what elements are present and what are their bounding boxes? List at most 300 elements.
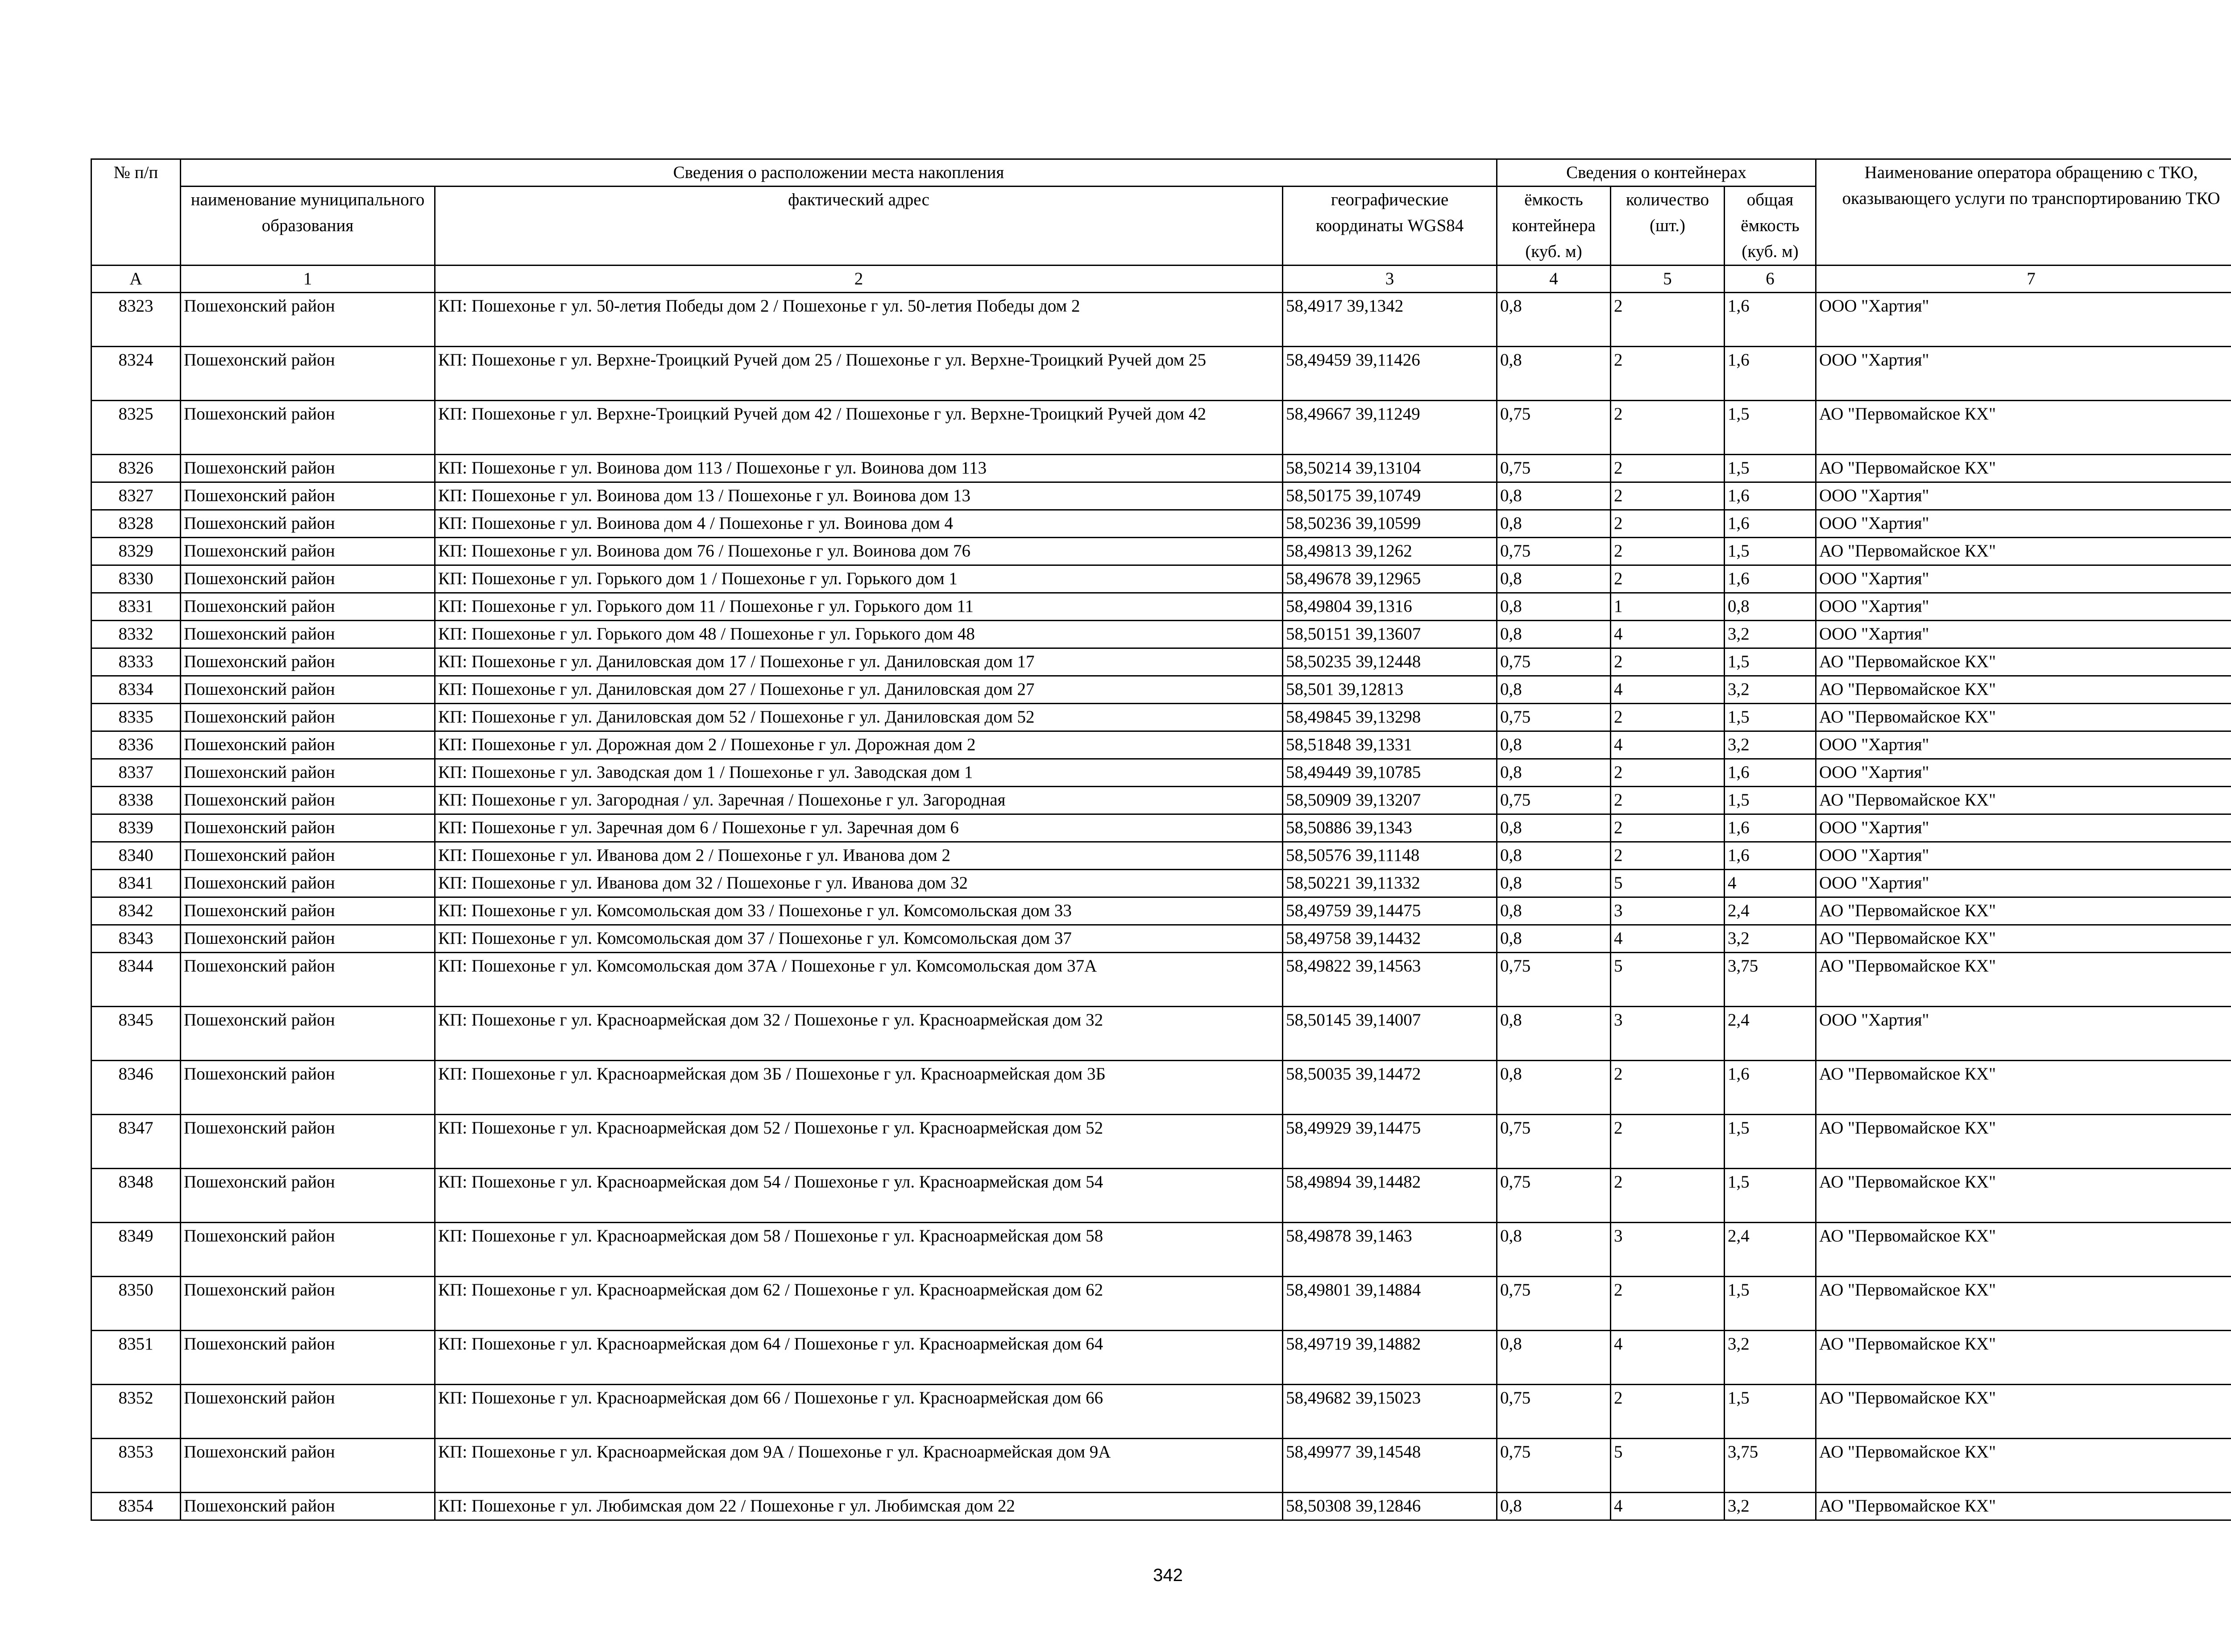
address-cell: КП: Пошехонье г ул. Верхне-Троицкий Ручей дом 42 / Пошехонье г ул. Верхне-Троицкий Ручей дом 42 <box>435 401 1283 455</box>
total-capacity-cell: 4 <box>1725 870 1816 897</box>
municipality-cell: Пошехонский район <box>181 759 435 787</box>
operator-cell: АО "Первомайское КХ" <box>1816 648 2231 676</box>
column-index-cell: 5 <box>1611 266 1725 293</box>
header-group-containers: Сведения о контейнерах <box>1497 159 1816 187</box>
capacity-cell: 0,8 <box>1497 1493 1611 1520</box>
header-col-operator: Наименование оператора обращению с ТКО, оказывающего услуги по транспортированию ТКО <box>1816 159 2231 266</box>
total-capacity-cell: 3,75 <box>1725 953 1816 1007</box>
header-col-municipality: наименование муниципального образования <box>181 187 435 266</box>
address-cell: КП: Пошехонье г ул. Даниловская дом 52 / Пошехонье г ул. Даниловская дом 52 <box>435 704 1283 731</box>
header-col-num: № п/п <box>91 159 181 266</box>
table-row <box>91 1385 2231 1439</box>
capacity-cell: 0,75 <box>1497 1169 1611 1223</box>
row-number-cell: 8325 <box>91 401 181 455</box>
operator-cell: АО "Первомайское КХ" <box>1816 1223 2231 1277</box>
row-number-cell: 8337 <box>91 759 181 787</box>
header-col-address: фактический адрес <box>435 187 1283 266</box>
municipality-cell: Пошехонский район <box>181 621 435 648</box>
municipality-cell: Пошехонский район <box>181 565 435 593</box>
table-row <box>91 897 2231 925</box>
address-cell: КП: Пошехонье г ул. Комсомольская дом 33 / Пошехонье г ул. Комсомольская дом 33 <box>435 897 1283 925</box>
header-col-total: общая ёмкость (куб. м) <box>1725 187 1816 266</box>
address-cell: КП: Пошехонье г ул. Дорожная дом 2 / Пошехонье г ул. Дорожная дом 2 <box>435 731 1283 759</box>
quantity-cell: 2 <box>1611 704 1725 731</box>
operator-cell: АО "Первомайское КХ" <box>1816 1385 2231 1439</box>
address-cell: КП: Пошехонье г ул. Красноармейская дом 3Б / Пошехонье г ул. Красноармейская дом 3Б <box>435 1061 1283 1115</box>
quantity-cell: 2 <box>1611 1169 1725 1223</box>
coords-cell: 58,49449 39,10785 <box>1283 759 1497 787</box>
total-capacity-cell: 1,6 <box>1725 510 1816 538</box>
table-row <box>91 1169 2231 1223</box>
total-capacity-cell: 3,75 <box>1725 1439 1816 1493</box>
capacity-cell: 0,8 <box>1497 759 1611 787</box>
municipality-cell: Пошехонский район <box>181 704 435 731</box>
column-index-cell: 4 <box>1497 266 1611 293</box>
table-row <box>91 648 2231 676</box>
address-cell: КП: Пошехонье г ул. Красноармейская дом 58 / Пошехонье г ул. Красноармейская дом 58 <box>435 1223 1283 1277</box>
municipality-cell: Пошехонский район <box>181 897 435 925</box>
operator-cell: ООО "Хартия" <box>1816 1007 2231 1061</box>
row-number-cell: 8344 <box>91 953 181 1007</box>
coords-cell: 58,49894 39,14482 <box>1283 1169 1497 1223</box>
table-row <box>91 401 2231 455</box>
coords-cell: 58,50576 39,11148 <box>1283 842 1497 870</box>
capacity-cell: 0,8 <box>1497 1061 1611 1115</box>
coords-cell: 58,49759 39,14475 <box>1283 897 1497 925</box>
quantity-cell: 5 <box>1611 953 1725 1007</box>
quantity-cell: 2 <box>1611 787 1725 814</box>
row-number-cell: 8352 <box>91 1385 181 1439</box>
table-row <box>91 510 2231 538</box>
address-cell: КП: Пошехонье г ул. Красноармейская дом 62 / Пошехонье г ул. Красноармейская дом 62 <box>435 1277 1283 1331</box>
row-number-cell: 8338 <box>91 787 181 814</box>
address-cell: КП: Пошехонье г ул. Заречная дом 6 / Пошехонье г ул. Заречная дом 6 <box>435 814 1283 842</box>
capacity-cell: 0,75 <box>1497 787 1611 814</box>
capacity-cell: 0,8 <box>1497 1007 1611 1061</box>
address-cell: КП: Пошехонье г ул. Горького дом 48 / Пошехонье г ул. Горького дом 48 <box>435 621 1283 648</box>
address-cell: КП: Пошехонье г ул. 50-летия Победы дом 2 / Пошехонье г ул. 50-летия Победы дом 2 <box>435 293 1283 347</box>
municipality-cell: Пошехонский район <box>181 593 435 621</box>
capacity-cell: 0,75 <box>1497 648 1611 676</box>
row-number-cell: 8326 <box>91 455 181 482</box>
quantity-cell: 2 <box>1611 401 1725 455</box>
row-number-cell: 8328 <box>91 510 181 538</box>
address-cell: КП: Пошехонье г ул. Любимская дом 22 / Пошехонье г ул. Любимская дом 22 <box>435 1493 1283 1520</box>
coords-cell: 58,4917 39,1342 <box>1283 293 1497 347</box>
total-capacity-cell: 0,8 <box>1725 593 1816 621</box>
table-row <box>91 455 2231 482</box>
quantity-cell: 4 <box>1611 676 1725 704</box>
table-row <box>91 293 2231 347</box>
column-index-cell: 3 <box>1283 266 1497 293</box>
address-cell: КП: Пошехонье г ул. Комсомольская дом 37 / Пошехонье г ул. Комсомольская дом 37 <box>435 925 1283 953</box>
row-number-cell: 8323 <box>91 293 181 347</box>
capacity-cell: 0,75 <box>1497 538 1611 565</box>
quantity-cell: 4 <box>1611 1331 1725 1385</box>
operator-cell: АО "Первомайское КХ" <box>1816 1493 2231 1520</box>
total-capacity-cell: 3,2 <box>1725 731 1816 759</box>
address-cell: КП: Пошехонье г ул. Даниловская дом 27 / Пошехонье г ул. Даниловская дом 27 <box>435 676 1283 704</box>
operator-cell: ООО "Хартия" <box>1816 759 2231 787</box>
table-row <box>91 676 2231 704</box>
municipality-cell: Пошехонский район <box>181 1223 435 1277</box>
coords-cell: 58,49719 39,14882 <box>1283 1331 1497 1385</box>
municipality-cell: Пошехонский район <box>181 293 435 347</box>
municipality-cell: Пошехонский район <box>181 347 435 401</box>
table-row <box>91 870 2231 897</box>
address-cell: КП: Пошехонье г ул. Красноармейская дом 66 / Пошехонье г ул. Красноармейская дом 66 <box>435 1385 1283 1439</box>
row-number-cell: 8349 <box>91 1223 181 1277</box>
capacity-cell: 0,8 <box>1497 1223 1611 1277</box>
table-row <box>91 1007 2231 1061</box>
municipality-cell: Пошехонский район <box>181 842 435 870</box>
total-capacity-cell: 3,2 <box>1725 676 1816 704</box>
address-cell: КП: Пошехонье г ул. Красноармейская дом 54 / Пошехонье г ул. Красноармейская дом 54 <box>435 1169 1283 1223</box>
address-cell: КП: Пошехонье г ул. Иванова дом 2 / Пошехонье г ул. Иванова дом 2 <box>435 842 1283 870</box>
operator-cell: АО "Первомайское КХ" <box>1816 704 2231 731</box>
municipality-cell: Пошехонский район <box>181 510 435 538</box>
address-cell: КП: Пошехонье г ул. Горького дом 1 / Пошехонье г ул. Горького дом 1 <box>435 565 1283 593</box>
municipality-cell: Пошехонский район <box>181 1385 435 1439</box>
table-row <box>91 787 2231 814</box>
table-row <box>91 814 2231 842</box>
registry-table <box>91 158 2231 1521</box>
address-cell: КП: Пошехонье г ул. Заводская дом 1 / Пошехонье г ул. Заводская дом 1 <box>435 759 1283 787</box>
capacity-cell: 0,75 <box>1497 1277 1611 1331</box>
address-cell: КП: Пошехонье г ул. Красноармейская дом 64 / Пошехонье г ул. Красноармейская дом 64 <box>435 1331 1283 1385</box>
municipality-cell: Пошехонский район <box>181 814 435 842</box>
capacity-cell: 0,8 <box>1497 870 1611 897</box>
quantity-cell: 3 <box>1611 1223 1725 1277</box>
row-number-cell: 8339 <box>91 814 181 842</box>
operator-cell: ООО "Хартия" <box>1816 814 2231 842</box>
total-capacity-cell: 1,5 <box>1725 1115 1816 1169</box>
quantity-cell: 2 <box>1611 1385 1725 1439</box>
capacity-cell: 0,75 <box>1497 401 1611 455</box>
total-capacity-cell: 1,6 <box>1725 1061 1816 1115</box>
operator-cell: АО "Первомайское КХ" <box>1816 1115 2231 1169</box>
operator-cell: ООО "Хартия" <box>1816 510 2231 538</box>
row-number-cell: 8334 <box>91 676 181 704</box>
capacity-cell: 0,8 <box>1497 510 1611 538</box>
coords-cell: 58,501 39,12813 <box>1283 676 1497 704</box>
address-cell: КП: Пошехонье г ул. Воинова дом 4 / Пошехонье г ул. Воинова дом 4 <box>435 510 1283 538</box>
municipality-cell: Пошехонский район <box>181 482 435 510</box>
municipality-cell: Пошехонский район <box>181 925 435 953</box>
total-capacity-cell: 3,2 <box>1725 925 1816 953</box>
column-index-cell: А <box>91 266 181 293</box>
total-capacity-cell: 3,2 <box>1725 1493 1816 1520</box>
total-capacity-cell: 1,5 <box>1725 1169 1816 1223</box>
municipality-cell: Пошехонский район <box>181 676 435 704</box>
capacity-cell: 0,8 <box>1497 347 1611 401</box>
total-capacity-cell: 2,4 <box>1725 1223 1816 1277</box>
row-number-cell: 8348 <box>91 1169 181 1223</box>
municipality-cell: Пошехонский район <box>181 1115 435 1169</box>
quantity-cell: 4 <box>1611 1493 1725 1520</box>
address-cell: КП: Пошехонье г ул. Комсомольская дом 37А / Пошехонье г ул. Комсомольская дом 37А <box>435 953 1283 1007</box>
column-index-row <box>91 266 2231 293</box>
column-index-cell: 1 <box>181 266 435 293</box>
coords-cell: 58,50308 39,12846 <box>1283 1493 1497 1520</box>
operator-cell: АО "Первомайское КХ" <box>1816 538 2231 565</box>
address-cell: КП: Пошехонье г ул. Верхне-Троицкий Ручей дом 25 / Пошехонье г ул. Верхне-Троицкий Ручей дом 25 <box>435 347 1283 401</box>
capacity-cell: 0,8 <box>1497 676 1611 704</box>
municipality-cell: Пошехонский район <box>181 1277 435 1331</box>
quantity-cell: 3 <box>1611 897 1725 925</box>
coords-cell: 58,50035 39,14472 <box>1283 1061 1497 1115</box>
operator-cell: ООО "Хартия" <box>1816 482 2231 510</box>
quantity-cell: 2 <box>1611 1277 1725 1331</box>
coords-cell: 58,50214 39,13104 <box>1283 455 1497 482</box>
row-number-cell: 8342 <box>91 897 181 925</box>
total-capacity-cell: 1,5 <box>1725 455 1816 482</box>
coords-cell: 58,50145 39,14007 <box>1283 1007 1497 1061</box>
coords-cell: 58,49813 39,1262 <box>1283 538 1497 565</box>
row-number-cell: 8327 <box>91 482 181 510</box>
address-cell: КП: Пошехонье г ул. Воинова дом 113 / Пошехонье г ул. Воинова дом 113 <box>435 455 1283 482</box>
row-number-cell: 8336 <box>91 731 181 759</box>
table-row <box>91 953 2231 1007</box>
municipality-cell: Пошехонский район <box>181 1331 435 1385</box>
operator-cell: АО "Первомайское КХ" <box>1816 1331 2231 1385</box>
municipality-cell: Пошехонский район <box>181 401 435 455</box>
coords-cell: 58,49801 39,14884 <box>1283 1277 1497 1331</box>
row-number-cell: 8340 <box>91 842 181 870</box>
row-number-cell: 8343 <box>91 925 181 953</box>
municipality-cell: Пошехонский район <box>181 787 435 814</box>
column-index-cell: 6 <box>1725 266 1816 293</box>
coords-cell: 58,49929 39,14475 <box>1283 1115 1497 1169</box>
municipality-cell: Пошехонский район <box>181 1061 435 1115</box>
capacity-cell: 0,8 <box>1497 482 1611 510</box>
row-number-cell: 8330 <box>91 565 181 593</box>
table-body <box>91 293 2231 1520</box>
quantity-cell: 2 <box>1611 565 1725 593</box>
table-row <box>91 1223 2231 1277</box>
operator-cell: АО "Первомайское КХ" <box>1816 1439 2231 1493</box>
quantity-cell: 2 <box>1611 455 1725 482</box>
quantity-cell: 4 <box>1611 621 1725 648</box>
table-row <box>91 538 2231 565</box>
row-number-cell: 8333 <box>91 648 181 676</box>
coords-cell: 58,49845 39,13298 <box>1283 704 1497 731</box>
table-row <box>91 842 2231 870</box>
operator-cell: АО "Первомайское КХ" <box>1816 1277 2231 1331</box>
table-row <box>91 731 2231 759</box>
table-row <box>91 565 2231 593</box>
row-number-cell: 8331 <box>91 593 181 621</box>
operator-cell: ООО "Хартия" <box>1816 565 2231 593</box>
address-cell: КП: Пошехонье г ул. Воинова дом 13 / Пошехонье г ул. Воинова дом 13 <box>435 482 1283 510</box>
capacity-cell: 0,8 <box>1497 621 1611 648</box>
total-capacity-cell: 1,5 <box>1725 787 1816 814</box>
address-cell: КП: Пошехонье г ул. Красноармейская дом 52 / Пошехонье г ул. Красноармейская дом 52 <box>435 1115 1283 1169</box>
quantity-cell: 2 <box>1611 1061 1725 1115</box>
operator-cell: АО "Первомайское КХ" <box>1816 925 2231 953</box>
table-row <box>91 347 2231 401</box>
operator-cell: ООО "Хартия" <box>1816 621 2231 648</box>
quantity-cell: 2 <box>1611 759 1725 787</box>
total-capacity-cell: 1,6 <box>1725 293 1816 347</box>
operator-cell: ООО "Хартия" <box>1816 731 2231 759</box>
capacity-cell: 0,8 <box>1497 593 1611 621</box>
address-cell: КП: Пошехонье г ул. Воинова дом 76 / Пошехонье г ул. Воинова дом 76 <box>435 538 1283 565</box>
total-capacity-cell: 3,2 <box>1725 1331 1816 1385</box>
row-number-cell: 8351 <box>91 1331 181 1385</box>
municipality-cell: Пошехонский район <box>181 953 435 1007</box>
row-number-cell: 8329 <box>91 538 181 565</box>
total-capacity-cell: 3,2 <box>1725 621 1816 648</box>
address-cell: КП: Пошехонье г ул. Красноармейская дом 9А / Пошехонье г ул. Красноармейская дом 9А <box>435 1439 1283 1493</box>
coords-cell: 58,49822 39,14563 <box>1283 953 1497 1007</box>
operator-cell: АО "Первомайское КХ" <box>1816 897 2231 925</box>
coords-cell: 58,49977 39,14548 <box>1283 1439 1497 1493</box>
coords-cell: 58,49804 39,1316 <box>1283 593 1497 621</box>
capacity-cell: 0,8 <box>1497 842 1611 870</box>
total-capacity-cell: 1,5 <box>1725 401 1816 455</box>
coords-cell: 58,51848 39,1331 <box>1283 731 1497 759</box>
table-row <box>91 759 2231 787</box>
table-row <box>91 1331 2231 1385</box>
operator-cell: ООО "Хартия" <box>1816 293 2231 347</box>
quantity-cell: 2 <box>1611 510 1725 538</box>
municipality-cell: Пошехонский район <box>181 648 435 676</box>
capacity-cell: 0,8 <box>1497 1331 1611 1385</box>
quantity-cell: 3 <box>1611 1007 1725 1061</box>
row-number-cell: 8350 <box>91 1277 181 1331</box>
coords-cell: 58,49878 39,1463 <box>1283 1223 1497 1277</box>
table-row <box>91 1439 2231 1493</box>
coords-cell: 58,49667 39,11249 <box>1283 401 1497 455</box>
address-cell: КП: Пошехонье г ул. Иванова дом 32 / Пошехонье г ул. Иванова дом 32 <box>435 870 1283 897</box>
quantity-cell: 2 <box>1611 814 1725 842</box>
table-row <box>91 1061 2231 1115</box>
total-capacity-cell: 1,5 <box>1725 1277 1816 1331</box>
coords-cell: 58,49678 39,12965 <box>1283 565 1497 593</box>
capacity-cell: 0,8 <box>1497 897 1611 925</box>
quantity-cell: 2 <box>1611 538 1725 565</box>
coords-cell: 58,50175 39,10749 <box>1283 482 1497 510</box>
capacity-cell: 0,8 <box>1497 814 1611 842</box>
row-number-cell: 8332 <box>91 621 181 648</box>
municipality-cell: Пошехонский район <box>181 1439 435 1493</box>
table-row <box>91 704 2231 731</box>
municipality-cell: Пошехонский район <box>181 870 435 897</box>
capacity-cell: 0,75 <box>1497 1439 1611 1493</box>
coords-cell: 58,50236 39,10599 <box>1283 510 1497 538</box>
municipality-cell: Пошехонский район <box>181 538 435 565</box>
row-number-cell: 8341 <box>91 870 181 897</box>
table-row <box>91 621 2231 648</box>
capacity-cell: 0,75 <box>1497 1385 1611 1439</box>
operator-cell: ООО "Хартия" <box>1816 842 2231 870</box>
table-row <box>91 925 2231 953</box>
capacity-cell: 0,8 <box>1497 565 1611 593</box>
row-number-cell: 8354 <box>91 1493 181 1520</box>
header-col-coords: географические координаты WGS84 <box>1283 187 1497 266</box>
municipality-cell: Пошехонский район <box>181 1169 435 1223</box>
coords-cell: 58,50221 39,11332 <box>1283 870 1497 897</box>
total-capacity-cell: 1,6 <box>1725 814 1816 842</box>
total-capacity-cell: 1,5 <box>1725 1385 1816 1439</box>
coords-cell: 58,50235 39,12448 <box>1283 648 1497 676</box>
capacity-cell: 0,75 <box>1497 1115 1611 1169</box>
total-capacity-cell: 1,6 <box>1725 759 1816 787</box>
total-capacity-cell: 1,6 <box>1725 482 1816 510</box>
operator-cell: АО "Первомайское КХ" <box>1816 787 2231 814</box>
coords-cell: 58,50886 39,1343 <box>1283 814 1497 842</box>
operator-cell: АО "Первомайское КХ" <box>1816 676 2231 704</box>
table-row <box>91 1115 2231 1169</box>
address-cell: КП: Пошехонье г ул. Горького дом 11 / Пошехонье г ул. Горького дом 11 <box>435 593 1283 621</box>
municipality-cell: Пошехонский район <box>181 1493 435 1520</box>
table-row <box>91 482 2231 510</box>
table-row <box>91 1277 2231 1331</box>
total-capacity-cell: 2,4 <box>1725 1007 1816 1061</box>
total-capacity-cell: 1,6 <box>1725 565 1816 593</box>
table-row <box>91 593 2231 621</box>
operator-cell: АО "Первомайское КХ" <box>1816 401 2231 455</box>
capacity-cell: 0,75 <box>1497 455 1611 482</box>
capacity-cell: 0,8 <box>1497 293 1611 347</box>
operator-cell: ООО "Хартия" <box>1816 870 2231 897</box>
coords-cell: 58,49758 39,14432 <box>1283 925 1497 953</box>
column-index-cell: 2 <box>435 266 1283 293</box>
capacity-cell: 0,75 <box>1497 953 1611 1007</box>
operator-cell: ООО "Хартия" <box>1816 347 2231 401</box>
quantity-cell: 2 <box>1611 482 1725 510</box>
operator-cell: ООО "Хартия" <box>1816 593 2231 621</box>
coords-cell: 58,49682 39,15023 <box>1283 1385 1497 1439</box>
total-capacity-cell: 1,5 <box>1725 704 1816 731</box>
address-cell: КП: Пошехонье г ул. Загородная / ул. Заречная / Пошехонье г ул. Загородная <box>435 787 1283 814</box>
municipality-cell: Пошехонский район <box>181 1007 435 1061</box>
header-col-capacity: ёмкость контейнера (куб. м) <box>1497 187 1611 266</box>
row-number-cell: 8347 <box>91 1115 181 1169</box>
table-row <box>91 1493 2231 1520</box>
capacity-cell: 0,8 <box>1497 731 1611 759</box>
operator-cell: АО "Первомайское КХ" <box>1816 1169 2231 1223</box>
quantity-cell: 5 <box>1611 870 1725 897</box>
quantity-cell: 2 <box>1611 293 1725 347</box>
quantity-cell: 1 <box>1611 593 1725 621</box>
operator-cell: АО "Первомайское КХ" <box>1816 1061 2231 1115</box>
quantity-cell: 2 <box>1611 648 1725 676</box>
row-number-cell: 8335 <box>91 704 181 731</box>
quantity-cell: 4 <box>1611 925 1725 953</box>
quantity-cell: 2 <box>1611 347 1725 401</box>
operator-cell: АО "Первомайское КХ" <box>1816 953 2231 1007</box>
total-capacity-cell: 1,5 <box>1725 538 1816 565</box>
quantity-cell: 5 <box>1611 1439 1725 1493</box>
operator-cell: АО "Первомайское КХ" <box>1816 455 2231 482</box>
capacity-cell: 0,75 <box>1497 704 1611 731</box>
row-number-cell: 8345 <box>91 1007 181 1061</box>
quantity-cell: 4 <box>1611 731 1725 759</box>
total-capacity-cell: 1,6 <box>1725 842 1816 870</box>
quantity-cell: 2 <box>1611 1115 1725 1169</box>
coords-cell: 58,50909 39,13207 <box>1283 787 1497 814</box>
header-col-quantity: количество (шт.) <box>1611 187 1725 266</box>
row-number-cell: 8353 <box>91 1439 181 1493</box>
address-cell: КП: Пошехонье г ул. Красноармейская дом 32 / Пошехонье г ул. Красноармейская дом 32 <box>435 1007 1283 1061</box>
coords-cell: 58,50151 39,13607 <box>1283 621 1497 648</box>
row-number-cell: 8346 <box>91 1061 181 1115</box>
header-group-location: Сведения о расположении места накопления <box>181 159 1497 187</box>
address-cell: КП: Пошехонье г ул. Даниловская дом 17 / Пошехонье г ул. Даниловская дом 17 <box>435 648 1283 676</box>
municipality-cell: Пошехонский район <box>181 455 435 482</box>
